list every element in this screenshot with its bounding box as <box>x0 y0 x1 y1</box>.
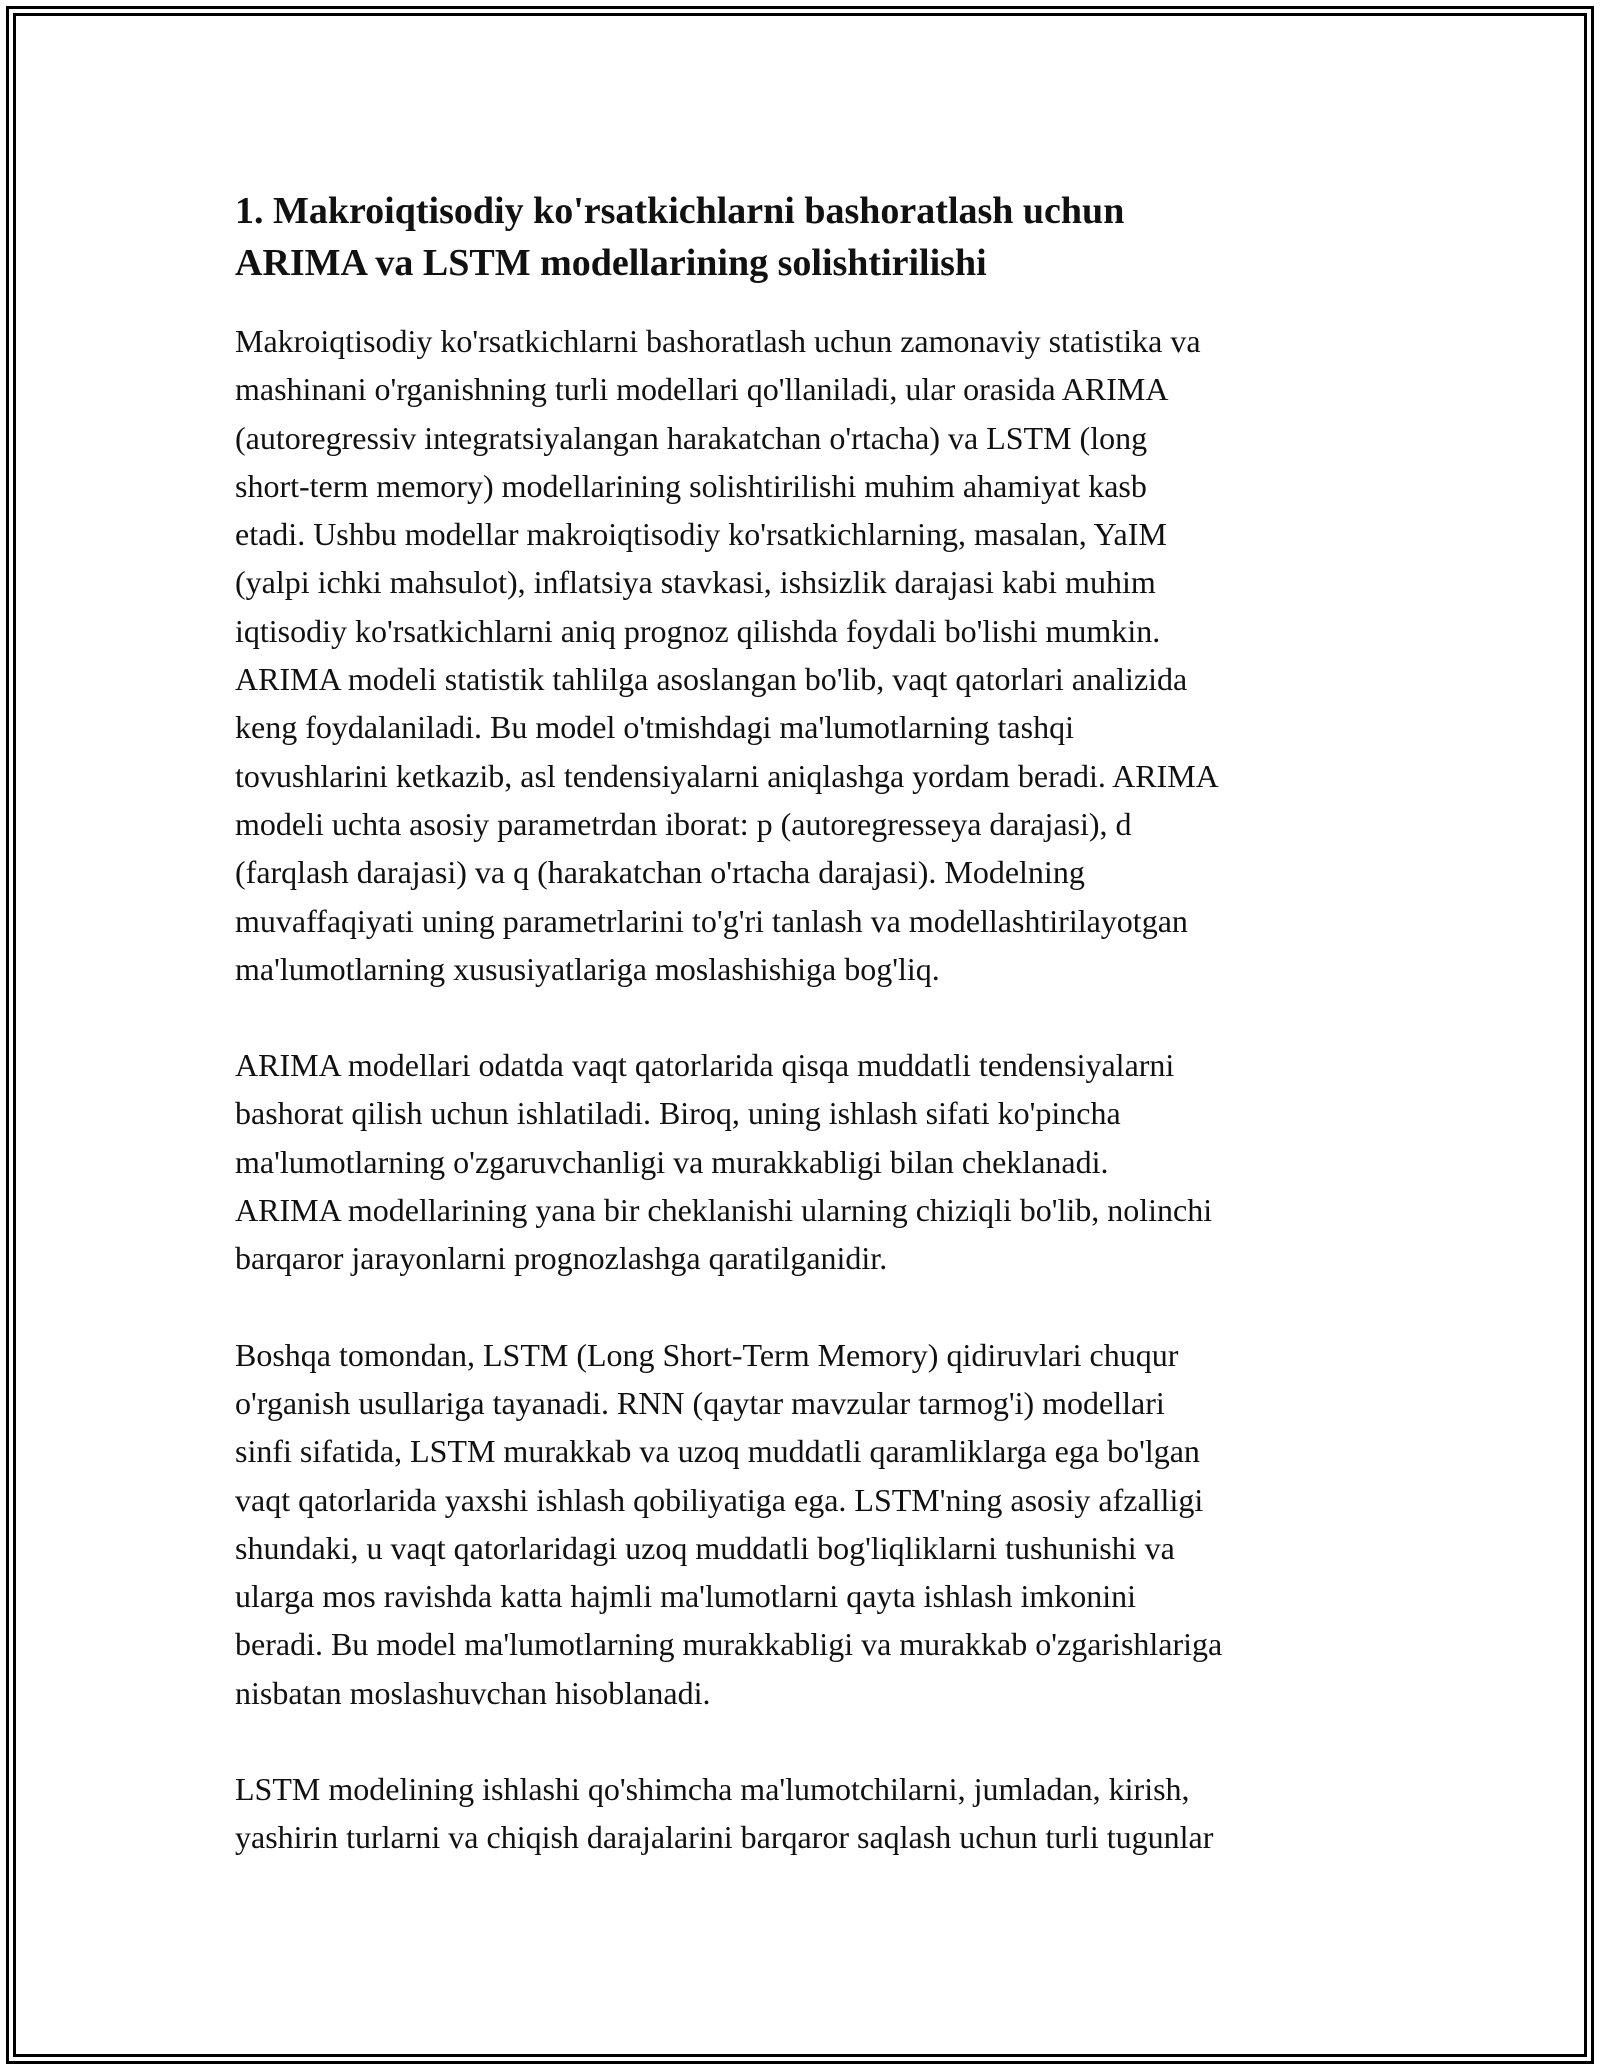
text-line: bashorat qilish uchun ishlatiladi. Biroq, uning ishlash sifati ko'pincha <box>235 1095 1121 1132</box>
text-line: Makroiqtisodiy ko'rsatkichlarni bashoratlash uchun zamonaviy statistika va <box>235 323 1201 359</box>
text-line: (farqlash darajasi) va q (harakatchan o'rtacha darajasi). Modelning <box>235 854 1085 891</box>
text-line: iqtisodiy ko'rsatkichlarni aniq prognoz qilishda foydali bo'lishi mumkin. <box>235 612 1161 649</box>
text-line: barqaror jarayonlarni prognozlashga qaratilganidir. <box>235 1240 888 1277</box>
text-line: beradi. Bu model ma'lumotlarning murakkabligi va murakkab o'zgarishlariga <box>235 1626 1223 1663</box>
paragraph <box>235 317 1370 993</box>
paragraph <box>235 1041 1370 1282</box>
text-line: yashirin turlarni va chiqish darajalarini barqaror saqlash uchun turli tugunlar <box>235 1819 1214 1856</box>
text-line: short-term memory) modellarining solishtirilishi muhim ahamiyat kasb <box>235 467 1147 504</box>
paragraph <box>235 1765 1370 1862</box>
text-line: o'rganish usullariga tayanadi. RNN (qaytar mavzular tarmog'i) modellari <box>235 1384 1165 1421</box>
text-line: sinfi sifatida, LSTM murakkab va uzoq muddatli qaramliklarga ega bo'lgan <box>235 1433 1200 1470</box>
text-line: modeli uchta asosiy parametrdan iborat: p (autoregresseya darajasi), d <box>235 805 1132 842</box>
text-line: tovushlarini ketkazib, asl tendensiyalarni aniqlashga yordam beradi. ARIMA <box>235 757 1219 794</box>
text-line: etadi. Ushbu modellar makroiqtisodiy ko'rsatkichlarning, masalan, YaIM <box>235 516 1167 553</box>
section-title-line: ARIMA va LSTM modellarining solishtirilishi <box>235 242 987 284</box>
text-line: mashinani o'rganishning turli modellari qo'llaniladi, ular orasida ARIMA <box>235 371 1169 408</box>
text-line: Boshqa tomondan, LSTM (Long Short-Term Memory) qidiruvlari chuqur <box>235 1336 1179 1373</box>
text-line: (yalpi ichki mahsulot), inflatsiya stavkasi, ishsizlik darajasi kabi muhim <box>235 564 1156 601</box>
paragraph <box>235 1331 1370 1717</box>
text-line: muvaffaqiyati uning parametrlarini to'g'ri tanlash va modellashtirilayotgan <box>235 902 1188 939</box>
text-line: ARIMA modeli statistik tahlilga asoslangan bo'lib, vaqt qatorlari analizida <box>235 661 1188 698</box>
document-body <box>235 185 1370 1910</box>
section-title <box>235 185 1235 289</box>
text-line: ARIMA modellari odatda vaqt qatorlarida qisqa muddatli tendensiyalarni <box>235 1047 1175 1084</box>
text-line: (autoregressiv integratsiyalangan harakatchan o'rtacha) va LSTM (long <box>235 419 1148 456</box>
text-line: nisbatan moslashuvchan hisoblanadi. <box>235 1674 711 1711</box>
text-line: ularga mos ravishda katta hajmli ma'lumotlarni qayta ishlash imkonini <box>235 1578 1136 1615</box>
text-line: vaqt qatorlarida yaxshi ishlash qobiliyatiga ega. LSTM'ning asosiy afzalligi <box>235 1481 1204 1518</box>
text-line: LSTM modelining ishlashi qo'shimcha ma'lumotchilarni, jumladan, kirish, <box>235 1771 1190 1808</box>
section-title-line: 1. Makroiqtisodiy ko'rsatkichlarni bashoratlash uchun <box>235 190 1125 232</box>
text-line: ma'lumotlarning xususiyatlariga moslashishiga bog'liq. <box>235 950 940 987</box>
text-line: ARIMA modellarining yana bir cheklanishi ularning chiziqli bo'lib, nolinchi <box>235 1192 1213 1229</box>
text-line: keng foydalaniladi. Bu model o'tmishdagi ma'lumotlarning tashqi <box>235 709 1074 746</box>
text-line: ma'lumotlarning o'zgaruvchanligi va murakkabligi bilan cheklanadi. <box>235 1143 1109 1180</box>
text-line: shundaki, u vaqt qatorlaridagi uzoq muddatli bog'liqliklarni tushunishi va <box>235 1529 1175 1566</box>
